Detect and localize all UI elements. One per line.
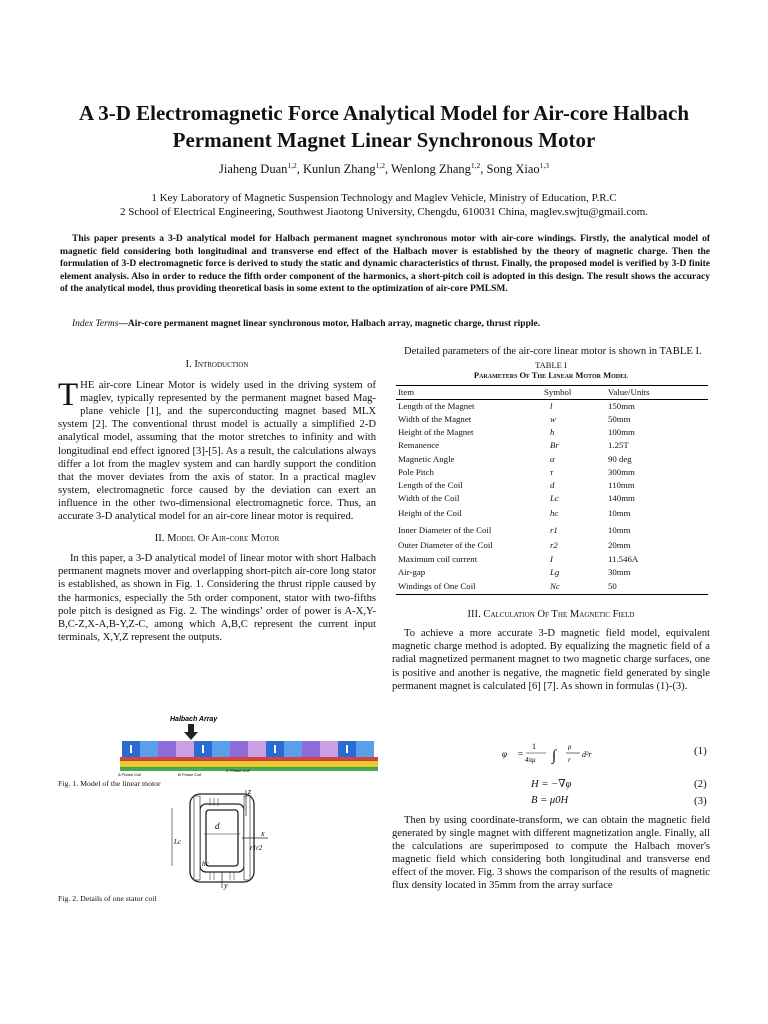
- arrow-down-icon: [184, 724, 198, 740]
- table-row: [396, 413, 708, 426]
- table-cell: 140mm: [608, 492, 635, 503]
- table-cell: Length of the Magnet: [398, 401, 475, 412]
- table-row: [396, 553, 708, 566]
- author-name: Kunlun Zhang: [303, 162, 376, 177]
- table-header-item: Item: [396, 386, 542, 400]
- equation-number-1: (1): [694, 745, 707, 757]
- magnetic-field-paragraph: To achieve a more accurate 3-D magnetic field model, equivalent magnetic charge method is adopted. By equalizing the magnetic field of a radial magnetized permanent magnet to two magnetic charge surfaces, one is positive and another is negative, the magnetic field generated by single permanent magnet is calculated [6] [7]. As shown in formulas (1)-(3).: [392, 628, 710, 692]
- svg-text:=: =: [518, 749, 524, 759]
- svg-text:4πμ: 4πμ: [525, 756, 536, 764]
- label-y: y: [224, 881, 228, 890]
- table-cell: τ: [550, 466, 554, 477]
- table-cell: Height of the Coil: [398, 508, 462, 519]
- fig1-caption: Fig. 1. Model of the linear motor: [58, 779, 161, 788]
- table-cell: 50: [606, 579, 708, 595]
- svg-text:φ: φ: [502, 749, 507, 759]
- table-cell: r1: [550, 524, 558, 535]
- drop-cap: T: [58, 377, 79, 414]
- svg-text:1: 1: [532, 742, 536, 751]
- author-name: Jiaheng Duan: [219, 162, 288, 177]
- fig2-stator-coil: [168, 786, 272, 890]
- table-cell: Width of the Magnet: [398, 414, 472, 425]
- section-heading-model: II. Model Of Air-core Motor: [154, 533, 280, 545]
- table-cell: hc: [550, 508, 559, 519]
- table-cell: Outer Diameter of the Coil: [398, 539, 493, 550]
- table-cell: 1.25T: [608, 440, 629, 451]
- author-name: Song Xiao: [486, 162, 540, 177]
- stator-coil-red: [120, 757, 378, 761]
- table-row: [396, 523, 708, 538]
- table-cell: 50mm: [608, 414, 631, 425]
- author-sup: 1,3: [539, 161, 549, 170]
- table-row: [396, 505, 708, 523]
- intro-text: HE air-core Linear Motor is widely used in the driving system of maglev, typically represented by the permanent magnet based Mag-plane vehicle [1], and the superconducting magnet based MLX system [2]. The conventional thrust model is actually a simplified 2-D analytical model, assuming that the motor stretches to infinity and with longitudinal end effect ignored [3]-[5]. As a result, the calculations always differ a lot from the maglev system and can hardly support the condition that the mover deviates from the axis of stator. In a practical maglev system, electromagnetic force caused by the deviation can exert an influence in the other two-dimensional electromagnetic force. Thus, an accurate 3-D analytical model for an air-core linear motor is required.: [58, 380, 376, 523]
- table-cell: h: [550, 427, 555, 438]
- equation-number-2: (2): [694, 778, 707, 790]
- right-column: [392, 345, 710, 693]
- affiliation-2: 2 School of Electrical Engineering, Southwest Jiaotong University, Chengdu, 610031 China, maglev.swjtu@gmail.com.: [119, 206, 649, 218]
- coordinate-transform-paragraph: Then by using coordinate-transform, we can obtain the magnetic field generated by single magnet with different magnetization angle. Finally, all the calculations are superimposed to compute the Halbach mover's magnetic field which considering both longitudinal and transverse end effect of the mover. Fig. 3 shows the comparison of the results of magnetic flux density located in 35mm from the array surface: [392, 815, 710, 892]
- label-r2: r2: [256, 844, 263, 852]
- table-cell: Width of the Coil: [398, 492, 460, 503]
- halbach-magnets: [122, 741, 374, 757]
- table-cell: 90 deg: [608, 453, 632, 464]
- c-phase-label: C Phase Coil: [226, 768, 250, 773]
- index-terms-text: —Air-core permanent magnet linear synchronous motor, Halbach array, magnetic charge, thrust ripple.: [118, 319, 541, 329]
- table-number: TABLE I: [535, 360, 567, 371]
- table-row: [396, 492, 708, 505]
- table-cell: Inner Diameter of the Coil: [398, 524, 492, 535]
- equation-3: B = μ0H: [531, 795, 569, 806]
- svg-text:d²r: d²r: [582, 750, 592, 759]
- table-row: [396, 400, 708, 414]
- table-cell: Length of the Coil: [398, 479, 463, 490]
- table-cell: Pole Pitch: [398, 466, 434, 477]
- intro-paragraph: [58, 379, 376, 523]
- index-terms-label: Index Terms: [72, 319, 119, 329]
- left-column: [58, 358, 376, 644]
- abstract: This paper presents a 3-D analytical model for Halbach permanent magnet synchronous motor with air-core windings. Firstly, the analytical model of magnetic field considering both longitudinal and transverse end effect of the Halbach mover is established by the theory of magnetic charge. Then the formulation of 3-D electromagnetic force is derived to study the static and dynamic characteristics of thrust. Finally, the proposed model is verified by 3-D finite element analysis. Also in order to reduce the fifth order component of the harmonics, a short-pitch coil is adopted in this design. The result shows the accuracy of the analytical model, thus providing theoretical basis in some extent to the optimization of air-core PMLSM.: [60, 234, 710, 295]
- author-name: Wenlong Zhang: [390, 162, 471, 177]
- table-cell: I: [550, 553, 553, 564]
- svg-text:r: r: [568, 756, 571, 764]
- table-cell: Br: [550, 440, 559, 451]
- table-cell: Windings of One Coil: [396, 579, 542, 595]
- table-cell: 11.546A: [608, 553, 639, 564]
- table-cell: 110mm: [608, 479, 635, 490]
- table-cell: Magnetic Angle: [398, 453, 455, 464]
- title-line-1: A 3-D Electromagnetic Force Analytical Model for Air-core Halbach: [78, 101, 690, 125]
- author-sup: 1,2: [470, 161, 481, 170]
- table-cell: Nc: [542, 579, 606, 595]
- author-sup: 1,2: [287, 161, 297, 170]
- affiliations: [40, 191, 728, 219]
- table-header-value: Value/Units: [606, 386, 708, 400]
- table-cell: Air-gap: [398, 567, 426, 578]
- table-row: [396, 566, 708, 579]
- section-heading-introduction: I. Introduction: [185, 359, 249, 370]
- table-cell: 300mm: [608, 466, 635, 477]
- table-cell: 150mm: [608, 401, 635, 412]
- model-paragraph: In this paper, a 3-D analytical model of linear motor with short Halbach permanent magnets mover and overlapping short-pitch air-core long stator is established, as shown in Fig. 1. Considering the thrust ripple caused by the harmonics, especially the 5th order component, stator with two-fifths pole pitch is designed as Fig. 2. The windings’ order of power is A-X,Y-B,C-Z,X-A,B-Y,Z-C, among which A,B,C represent the current input terminals, X,Y,Z represent the outputs.: [58, 553, 376, 643]
- label-hc: hc: [202, 860, 209, 868]
- label-r1: r1: [250, 844, 257, 852]
- svg-text:∫: ∫: [552, 748, 557, 764]
- table-row: [396, 538, 708, 553]
- author-sup: 1,2: [375, 161, 385, 170]
- table-header-symbol: Symbol: [542, 386, 606, 400]
- label-d: d: [215, 821, 220, 831]
- equation-number-3: (3): [694, 795, 707, 807]
- section-heading-magnetic-field: III. Calculation Of The Magnetic Field: [467, 609, 635, 621]
- title-line-2: Permanent Magnet Linear Synchronous Motor: [172, 128, 596, 152]
- table-cell: Maximum coil current: [398, 553, 478, 564]
- table-cell: Lg: [550, 567, 560, 578]
- table-cell: α: [550, 453, 555, 464]
- label-z: z: [248, 787, 252, 796]
- table-title: [392, 360, 710, 380]
- parameters-table: [396, 385, 708, 595]
- table-cell: Remanence: [398, 440, 440, 451]
- table-row: [396, 426, 708, 439]
- table-row: [396, 439, 708, 452]
- table-row: [396, 453, 708, 466]
- table-cell: Lc: [550, 492, 559, 503]
- table-cell: d: [550, 479, 555, 490]
- right-column-bottom: [392, 814, 710, 893]
- table-cell: l: [550, 401, 553, 412]
- svg-text:ρ: ρ: [568, 743, 572, 751]
- stator-coil-strip: [120, 760, 378, 768]
- table-intro-paragraph: Detailed parameters of the air-core linear motor is shown in TABLE I.: [404, 346, 702, 357]
- b-phase-label: B Phase Coil: [178, 772, 202, 777]
- paper-title: [40, 100, 728, 154]
- table-cell: r2: [550, 539, 558, 550]
- table-cell: 10mm: [608, 524, 631, 535]
- table-cell: w: [550, 414, 556, 425]
- equation-2: H = −∇φ: [531, 779, 572, 790]
- table-cell: Height of the Magnet: [398, 427, 474, 438]
- table-cell: 30mm: [608, 567, 631, 578]
- table-header-row: [396, 386, 708, 400]
- affiliation-1: 1 Key Laboratory of Magnetic Suspension Technology and Maglev Vehicle, Ministry of Education, P.R.C: [151, 192, 617, 204]
- index-terms: [60, 319, 710, 329]
- table-cell: 20mm: [608, 539, 631, 550]
- halbach-array-label: Halbach Array: [170, 716, 218, 723]
- label-x: x: [261, 829, 265, 838]
- table-row: [396, 479, 708, 492]
- label-lc: Lc: [174, 838, 181, 846]
- table-row: [396, 579, 708, 595]
- fig1-linear-motor-model: [118, 712, 382, 778]
- table-cell: 10mm: [608, 508, 631, 519]
- table-caption: Parameters Of The Linear Motor Model: [473, 370, 629, 381]
- equation-1: [496, 737, 626, 779]
- table-cell: 100mm: [608, 427, 635, 438]
- table-row: [396, 466, 708, 479]
- author-list: Jiaheng Duan$^{1,2}$, Kunlun Zhang$^{1,2}$, Wenlong Zhang$^{1,2}$, Song Xiao$^{1,3}$: [219, 161, 549, 177]
- a-phase-label: A Phase Coil: [118, 772, 141, 777]
- fig2-caption: Fig. 2. Details of one stator coil: [58, 894, 157, 903]
